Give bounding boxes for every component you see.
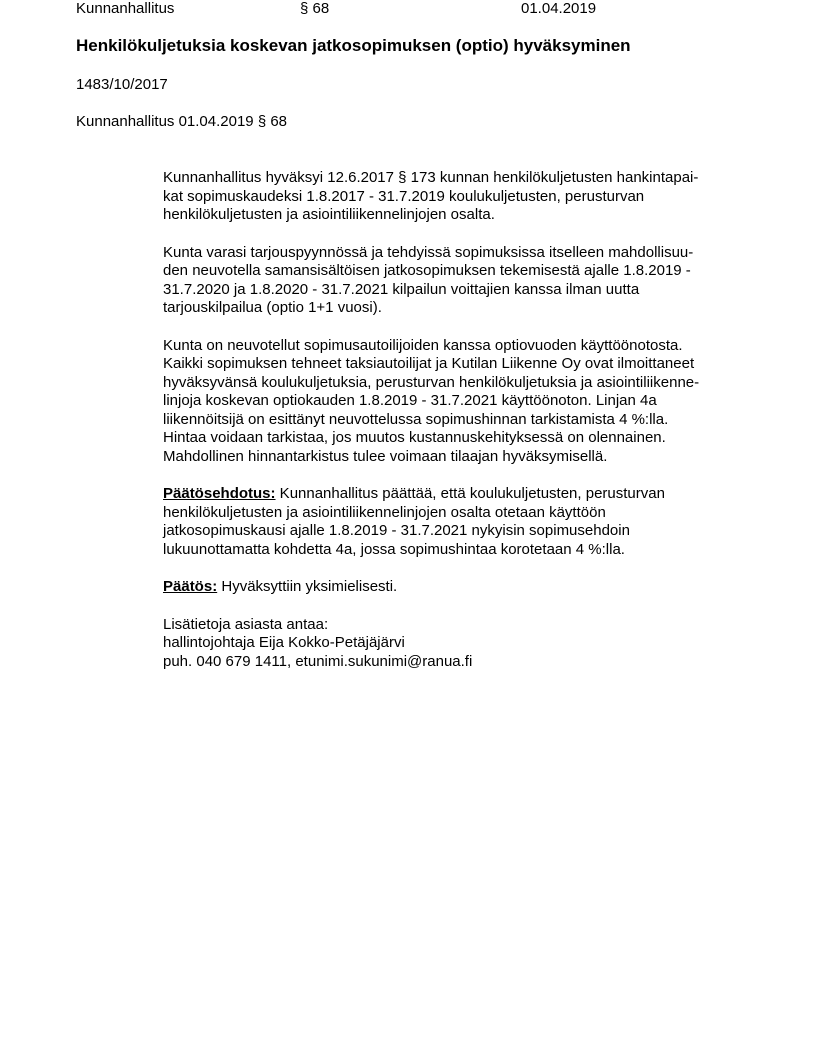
proposal-text: Kunnanhallitus päättää, että koulukuljetusten, perusturvan <box>275 485 665 502</box>
document-body <box>163 169 753 690</box>
text-line: liikennöitsijä on esittänyt neuvottelussa sopimushinnan tarkistamista 4 %:lla. <box>163 410 669 428</box>
text-line: kat sopimuskaudeksi 1.8.2017 - 31.7.2019 koulukuljetusten, perusturvan <box>163 187 645 205</box>
text-line: Kaikki sopimuksen tehneet taksiautoilijat ja Kutilan Liikenne Oy ovat ilmoittaneet <box>163 355 695 372</box>
document-title: Henkilökuljetuksia koskevan jatkosopimuksen (optio) hyväksyminen <box>76 36 631 55</box>
paragraph-background <box>163 169 753 225</box>
meeting-reference: Kunnanhallitus 01.04.2019 § 68 <box>76 113 288 130</box>
text-line: den neuvotella samansisältöisen jatkosopimuksen tekemisestä ajalle 1.8.2019 - <box>163 262 691 279</box>
text-line: lukuunottamatta kohdetta 4a, jossa sopimushintaa korotetaan 4 %:lla. <box>163 540 625 558</box>
contact-person: hallintojohtaja Eija Kokko-Petäjäjärvi <box>163 634 405 651</box>
contact-intro: Lisätietoja asiasta antaa: <box>163 615 329 633</box>
header-section: § 68 <box>300 0 330 17</box>
paragraph-option-reservation <box>163 244 753 318</box>
header-date: 01.04.2019 <box>521 0 597 17</box>
text-line: Kunta varasi tarjouspyynnössä ja tehdyissä sopimuksissa itselleen mahdollisuu- <box>163 243 694 261</box>
header-body: Kunnanhallitus <box>76 0 175 17</box>
paragraph-contact <box>163 616 753 672</box>
text-line: Kunnanhallitus hyväksyi 12.6.2017 § 173 kunnan henkilökuljetusten hankintapai- <box>163 169 699 186</box>
text-line: tarjouskilpailua (optio 1+1 vuosi). <box>163 299 382 316</box>
document-number: 1483/10/2017 <box>76 76 168 93</box>
text-line: henkilökuljetusten ja asiointiliikennelinjojen osalta otetaan käyttöön <box>163 503 606 521</box>
paragraph-negotiations <box>163 337 753 467</box>
paragraph-proposal <box>163 485 753 559</box>
text-line: Hintaa voidaan tarkistaa, jos muutos kustannuskehityksessä on olennainen. <box>163 429 666 446</box>
text-line: jatkosopimuskausi ajalle 1.8.2019 - 31.7.2021 nykyisin sopimusehdoin <box>163 522 630 539</box>
text-line: henkilökuljetusten ja asiointiliikennelinjojen osalta. <box>163 206 495 223</box>
text-line: hyväksyvänsä koulukuljetuksia, perusturvan henkilökuljetuksia ja asiointiliikenne- <box>163 373 700 391</box>
text-line <box>163 578 753 597</box>
decision-label: Päätös: <box>163 578 218 595</box>
proposal-label: Päätösehdotus: <box>163 485 276 502</box>
decision-text: Hyväksyttiin yksimielisesti. <box>217 578 398 595</box>
text-line: Mahdollinen hinnantarkistus tulee voimaan tilaajan hyväksymisellä. <box>163 447 608 465</box>
text-line: Kunta on neuvotellut sopimusautoilijoiden kanssa optiovuoden käyttöönotosta. <box>163 336 683 354</box>
text-line: linjoja koskevan optiokauden 1.8.2019 - 31.7.2021 käyttöönoton. Linjan 4a <box>163 392 657 409</box>
contact-details: puh. 040 679 1411, etunimi.sukunimi@ranua.fi <box>163 652 473 670</box>
text-line <box>163 485 753 504</box>
paragraph-decision <box>163 578 753 597</box>
text-line: 31.7.2020 ja 1.8.2020 - 31.7.2021 kilpailun voittajien kanssa ilman uutta <box>163 280 640 298</box>
